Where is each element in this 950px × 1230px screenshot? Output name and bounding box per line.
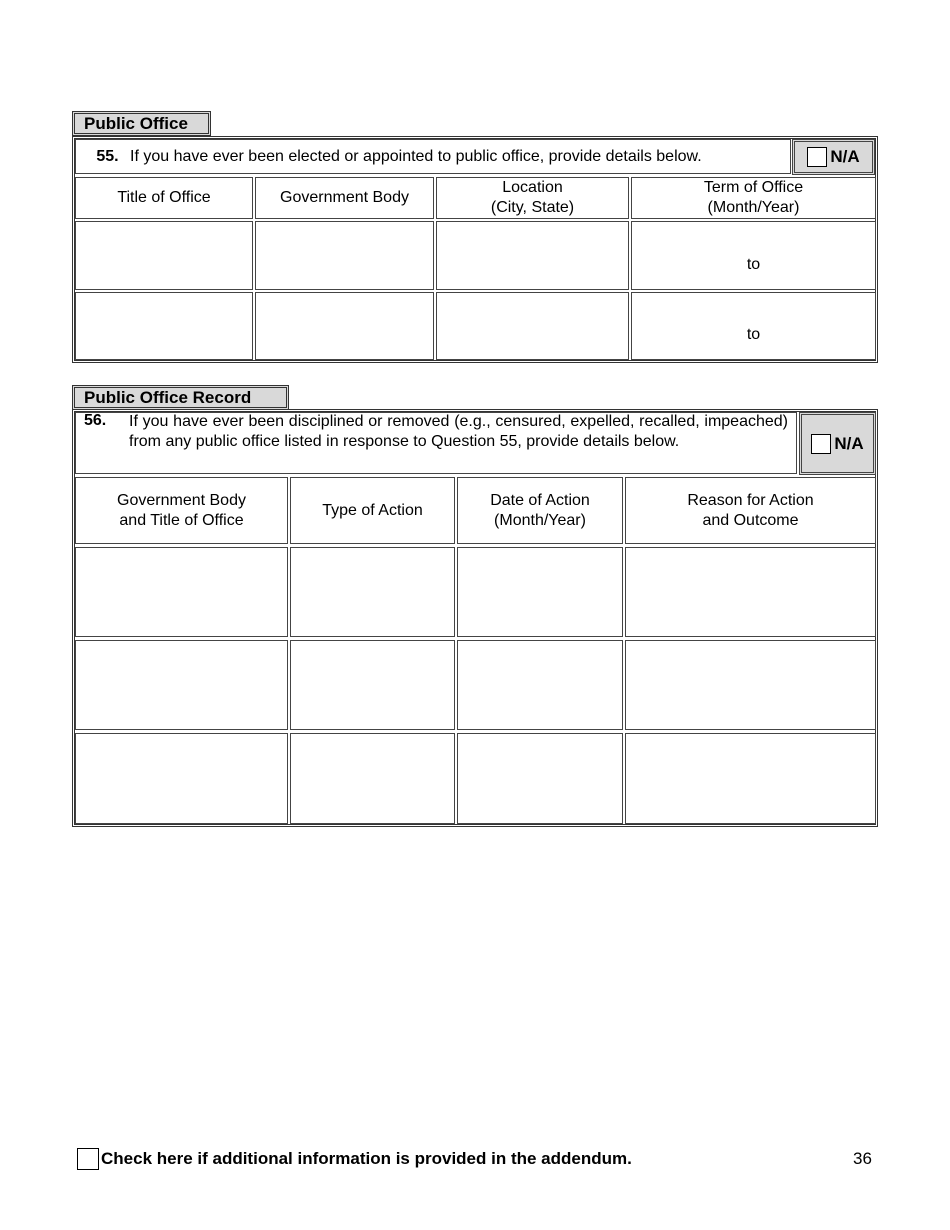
office-1-term-input[interactable] bbox=[631, 221, 876, 290]
addendum-check[interactable] bbox=[77, 1148, 632, 1170]
header-reason-for-action: Reason for Action and Outcome bbox=[625, 477, 876, 544]
header-government-body: Government Body bbox=[255, 177, 434, 219]
record-2-date-input[interactable] bbox=[457, 640, 623, 730]
na-checkbox-56[interactable] bbox=[811, 434, 831, 454]
record-2-body-input[interactable] bbox=[75, 640, 288, 730]
header-location: Location (City, State) bbox=[436, 177, 629, 219]
office-2-location-input[interactable] bbox=[436, 292, 629, 360]
header-type-of-action: Type of Action bbox=[290, 477, 455, 544]
page-number: 36 bbox=[853, 1149, 872, 1168]
record-1-type-input[interactable] bbox=[290, 547, 455, 637]
record-3-type-input[interactable] bbox=[290, 733, 455, 824]
public-office-record-tab: Public Office Record bbox=[72, 385, 289, 410]
office-1-title-input[interactable] bbox=[75, 221, 253, 290]
term-separator: to bbox=[746, 326, 761, 343]
addendum-checkbox[interactable] bbox=[77, 1148, 99, 1170]
na-label-56: N/A bbox=[834, 433, 864, 453]
question-55-row bbox=[75, 139, 791, 174]
record-1-body-input[interactable] bbox=[75, 547, 288, 637]
office-1-body-input[interactable] bbox=[255, 221, 434, 290]
na-checkbox-55[interactable] bbox=[807, 147, 827, 167]
office-2-body-input[interactable] bbox=[255, 292, 434, 360]
header-government-body-title: Government Body and Title of Office bbox=[75, 477, 288, 544]
office-2-term-input[interactable] bbox=[631, 292, 876, 360]
record-1-date-input[interactable] bbox=[457, 547, 623, 637]
office-2-title-input[interactable] bbox=[75, 292, 253, 360]
record-1-reason-input[interactable] bbox=[625, 547, 876, 637]
question-55-number: 55. bbox=[96, 147, 119, 165]
header-date-of-action: Date of Action (Month/Year) bbox=[457, 477, 623, 544]
record-3-date-input[interactable] bbox=[457, 733, 623, 824]
public-office-tab: Public Office bbox=[72, 111, 211, 136]
question-55-text: If you have ever been elected or appointed to public office, provide details below. bbox=[130, 147, 702, 165]
na-box-56[interactable] bbox=[799, 412, 876, 475]
term-separator: to bbox=[746, 256, 761, 273]
record-2-reason-input[interactable] bbox=[625, 640, 876, 730]
office-1-location-input[interactable] bbox=[436, 221, 629, 290]
header-term-of-office: Term of Office (Month/Year) bbox=[631, 177, 876, 219]
question-56-text: If you have ever been disciplined or removed (e.g., censured, expelled, recalled, impeached) from any public office listed in response to Question 55, provide details below. bbox=[129, 413, 788, 450]
record-3-reason-input[interactable] bbox=[625, 733, 876, 824]
na-box-55[interactable] bbox=[792, 139, 875, 175]
addendum-label: Check here if additional information is provided in the addendum. bbox=[101, 1149, 632, 1168]
record-2-type-input[interactable] bbox=[290, 640, 455, 730]
record-3-body-input[interactable] bbox=[75, 733, 288, 824]
question-56-number: 56. bbox=[84, 412, 107, 429]
header-title-of-office: Title of Office bbox=[75, 177, 253, 219]
na-label-55: N/A bbox=[830, 147, 860, 166]
